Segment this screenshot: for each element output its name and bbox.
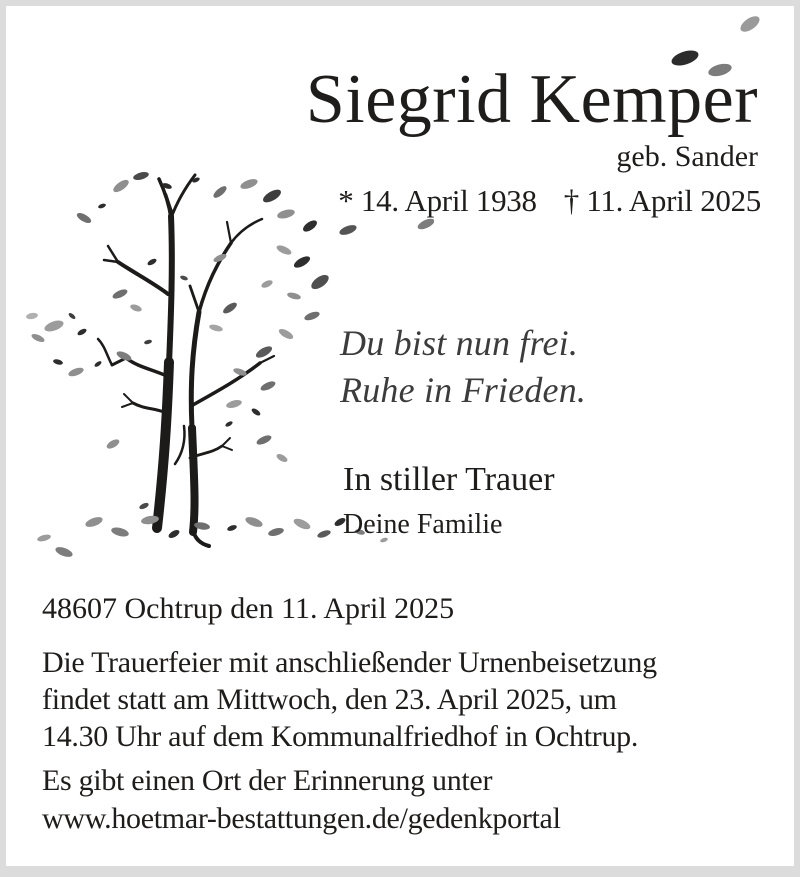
memorial-info [42,762,561,838]
birth-date: * 14. April 1938 [338,183,537,218]
funeral-line-3: 14.30 Uhr auf dem Kommunalfriedhof in Ochtrup. [42,720,639,753]
farewell-quote [340,320,586,414]
quote-line-2: Ruhe in Frieden. [340,370,587,410]
deceased-name: Siegrid Kemper [305,61,758,138]
memorial-line-1: Es gibt einen Ort der Erinnerung unter [42,764,493,797]
funeral-line-2: findet statt am Mittwoch, den 23. April 2025, um [42,683,617,716]
maiden-name: geb. Sander [616,140,758,173]
quote-line-1: Du bist nun frei. [340,323,579,363]
place-date-line: 48607 Ochtrup den 11. April 2025 [42,592,455,625]
funeral-line-1: Die Trauerfeier mit anschließender Urnenbeisetzung [42,646,657,679]
family-line: Deine Familie [343,509,503,540]
death-date: † 11. April 2025 [563,183,761,218]
mourning-line: In stiller Trauer [343,461,555,498]
funeral-info [42,644,657,755]
memorial-url: www.hoetmar-bestattungen.de/gedenkportal [42,802,561,835]
paper-sheet [6,6,794,866]
header-block [305,61,758,174]
